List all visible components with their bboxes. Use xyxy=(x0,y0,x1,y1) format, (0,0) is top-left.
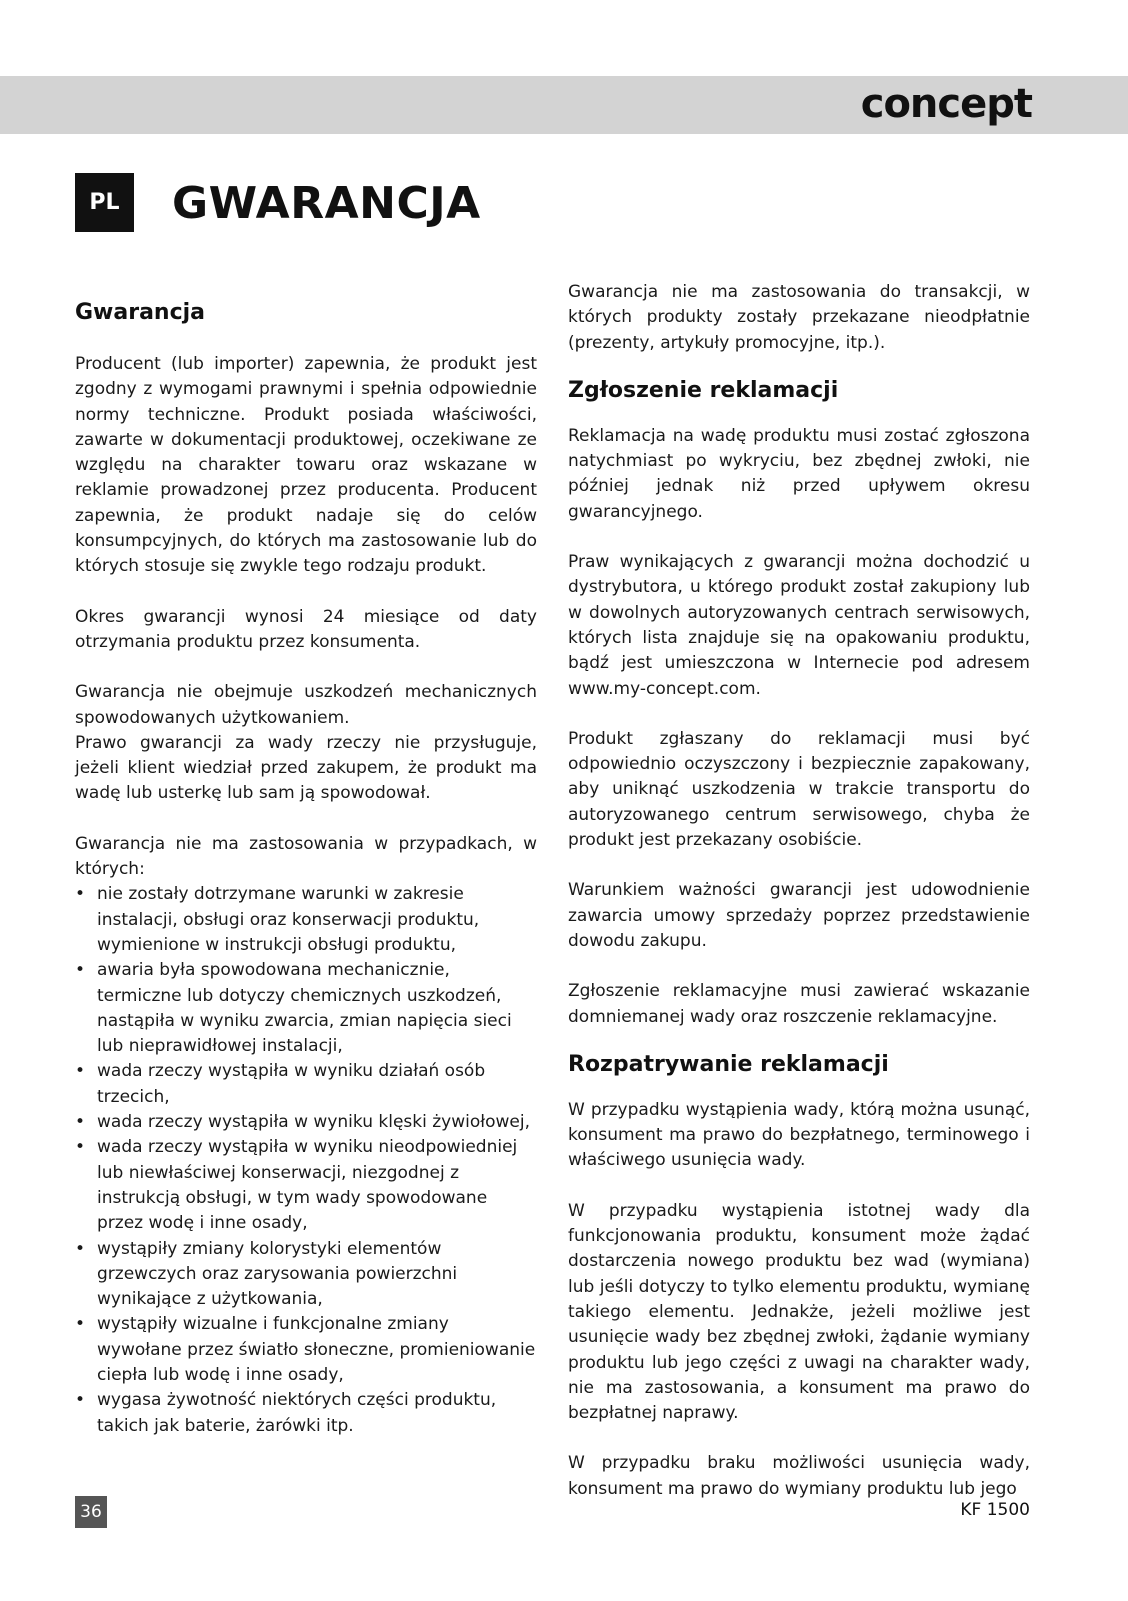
paragraph: Zgłoszenie reklamacyjne musi zawierać wskazanie domniemanej wady oraz roszczenie reklamacyjne. xyxy=(568,981,1030,1027)
brand-logo: concept xyxy=(860,81,1032,127)
page-title: GWARANCJA xyxy=(172,178,481,229)
list-item: • wada rzeczy wystąpiła w wyniku działań osób trzecich, xyxy=(75,1059,537,1110)
list-item: • wystąpiły wizualne i funkcjonalne zmiany wywołane przez światło słoneczne, promieniowanie ciepła lub wodę i inne osady, xyxy=(75,1312,537,1388)
paragraph: W przypadku wystąpienia wady, którą można usunąć, konsument ma prawo do bezpłatnego, terminowego i właściwego usunięcia wady. xyxy=(568,1099,1030,1171)
paragraph: Warunkiem ważności gwarancji jest udowodnienie zawarcia umowy sprzedaży poprzez przedstawienie dowodu zakupu. xyxy=(568,880,1030,951)
exclusion-list xyxy=(75,882,537,1439)
paragraph: Reklamacja na wadę produktu musi zostać zgłoszona natychmiast po wykryciu, bez zbędnej zwłoki, nie później jednak niż przed upływem okresu gwarancyjnego. xyxy=(568,425,1030,522)
paragraph: Okres gwarancji wynosi 24 miesiące od daty otrzymania produktu przez konsumenta. xyxy=(75,606,537,652)
paragraph: Gwarancja nie ma zastosowania do transakcji, w których produkty zostały przekazane nieodpłatnie (prezenty, artykuły promocyjne, itp.). xyxy=(568,282,1030,353)
paragraph: Gwarancja nie ma zastosowania w przypadkach, w których: xyxy=(75,833,537,880)
paragraph: Produkt zgłaszany do reklamacji musi być odpowiednio oczyszczony i bezpiecznie zapakowany, aby uniknąć uszkodzenia w trakcie transportu do autoryzowanego centrum serwisowego, chyba że produkt jest przekazany osobiście. xyxy=(568,728,1030,851)
paragraph: Praw wynikających z gwarancji można dochodzić u dystrybutora, u którego produkt został zakupiony lub w dowolnych autoryzowanych centrach serwisowych, których lista znajduje się na opakowaniu produktu, bądź jest umieszczona w Internecie pod adresem www.my-concept.com. xyxy=(568,552,1030,699)
page-number: 36 xyxy=(75,1496,107,1528)
paragraph: Producent (lub importer) zapewnia, że produkt jest zgodny z wymogami prawnymi i spełnia odpowiednie normy techniczne. Produkt posiada właściwości, zawarte w dokumentacji produktowej, oczekiwane ze względu na charakter towaru oraz wskazane w reklamie prowadzonej przez producenta. Producent zapewnia, że produkt nadaje się do celów konsumpcyjnych, do których ma zastosowanie lub do których stosuje się zwykle tego rodzaju produkt. xyxy=(75,354,537,577)
list-item: • wada rzeczy wystąpiła w wyniku klęski żywiołowej, xyxy=(75,1110,537,1135)
list-item: • awaria była spowodowana mechanicznie, termiczne lub dotyczy chemicznych uszkodzeń, nastąpiła w wyniku zwarcia, zmian napięcia sieci lub nieprawidłowej instalacji, xyxy=(75,958,537,1059)
right-column xyxy=(568,280,1030,1502)
paragraph: Prawo gwarancji za wady rzeczy nie przysługuje, jeżeli klient wiedział przed zakupem, że produkt ma wadę lub usterkę lub sam ją spowodował. xyxy=(75,732,537,804)
paragraph: W przypadku wystąpienia istotnej wady dla funkcjonowania produktu, konsument może żądać dostarczenia nowego produktu bez wad (wymiana) lub jeśli dotyczy to tylko elementu produktu, wymianę takiego elementu. Jednakże, jeżeli możliwe jest usunięcie wady bez zbędnej zwłoki, żądanie wymiany produktu lub jego części z uwagi na charakter wady, nie ma zastosowania, a konsument ma prawo do bezpłatnej naprawy. xyxy=(568,1200,1030,1424)
model-number: KF 1500 xyxy=(960,1500,1030,1520)
paragraph: Gwarancja nie obejmuje uszkodzeń mechanicznych spowodowanych użytkowaniem. xyxy=(75,682,537,728)
language-badge: PL xyxy=(75,173,134,232)
list-item: • wystąpiły zmiany kolorystyki elementów grzewczych oraz zarysowania powierzchni wynikające z użytkowania, xyxy=(75,1237,537,1313)
paragraph: W przypadku braku możliwości usunięcia wady, konsument ma prawo do wymiany produktu lub jego xyxy=(568,1453,1030,1499)
left-column xyxy=(75,280,537,1439)
section-heading-gwarancja: Gwarancja xyxy=(75,300,206,325)
section-heading-zgloszenie: Zgłoszenie reklamacji xyxy=(568,377,839,403)
list-item: • wada rzeczy wystąpiła w wyniku nieodpowiedniej lub niewłaściwej konserwacji, niezgodnej z instrukcją obsługi, w tym wady spowodowane przez wodę i inne osady, xyxy=(75,1135,537,1236)
section-heading-rozpatrywanie: Rozpatrywanie reklamacji xyxy=(568,1051,889,1077)
list-item: • wygasa żywotność niektórych części produktu, takich jak baterie, żarówki itp. xyxy=(75,1388,537,1439)
list-item: • nie zostały dotrzymane warunki w zakresie instalacji, obsługi oraz konserwacji produktu, wymienione w instrukcji obsługi produktu, xyxy=(75,882,537,958)
